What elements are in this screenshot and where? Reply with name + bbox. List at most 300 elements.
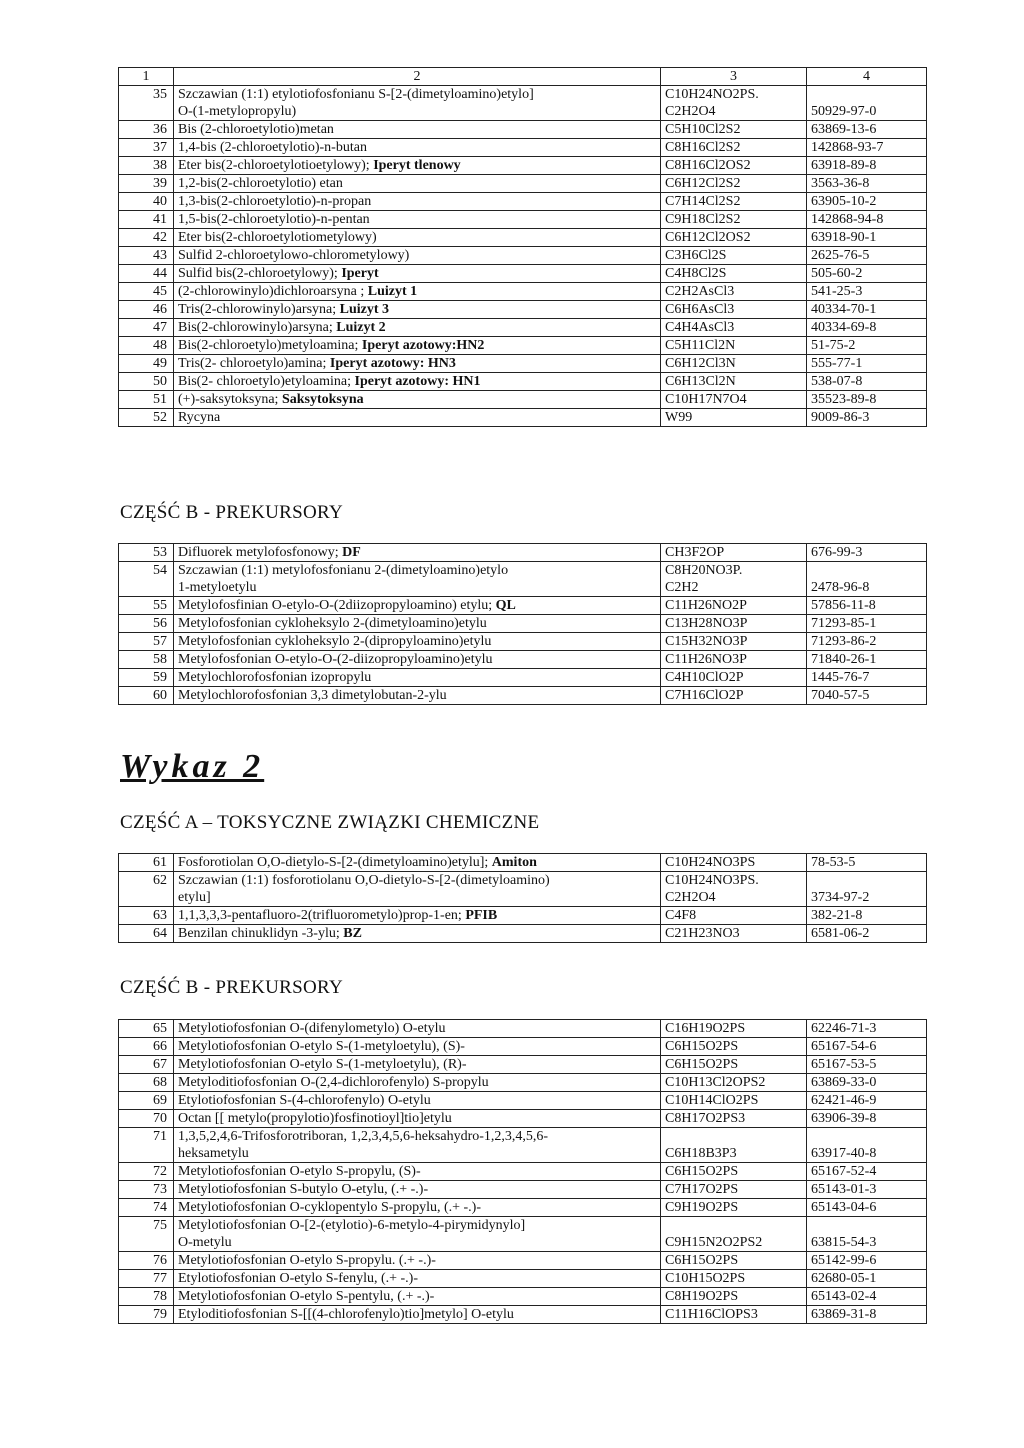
cas-number-cell — [807, 1074, 927, 1092]
table-row — [119, 615, 927, 633]
cas-number-continued: 63917-40-8 — [811, 1146, 877, 1161]
table-row — [119, 1181, 927, 1199]
cas-number-cell — [807, 544, 927, 562]
chemical-name: Bis(2-chloroetylo)metyloamina; — [178, 338, 362, 353]
cas-number-cell — [807, 247, 927, 265]
table-row — [119, 247, 927, 265]
cas-number: 65143-04-6 — [811, 1200, 877, 1215]
formula-cell — [661, 562, 807, 597]
row-number: 40 — [119, 193, 174, 211]
table-row — [119, 1092, 927, 1110]
formula: C7H17O2PS — [665, 1182, 739, 1197]
formula: C10H13Cl2OPS2 — [665, 1075, 766, 1090]
chemical-name-continued: heksametylu — [178, 1146, 249, 1161]
table-row — [119, 669, 927, 687]
row-number: 78 — [119, 1288, 174, 1306]
chemical-name: Metylotiofosfonian O-etylo S-propylu. (.+ -.)- — [178, 1253, 436, 1268]
chemical-name-continued: 1-metyloetylu — [178, 580, 257, 595]
chemical-name-cell — [174, 907, 661, 925]
formula: C6H6AsCl3 — [665, 302, 735, 317]
cas-number: 3563-36-8 — [811, 176, 870, 191]
row-number: 74 — [119, 1199, 174, 1217]
chemical-name-cell — [174, 1181, 661, 1199]
table-row — [119, 337, 927, 355]
formula: C6H13Cl2N — [665, 374, 736, 389]
chemical-name-cell — [174, 1110, 661, 1128]
cas-number: 9009-86-3 — [811, 410, 870, 425]
chemical-name-cell — [174, 1056, 661, 1074]
chemical-name-cell — [174, 1217, 661, 1252]
formula: C7H14Cl2S2 — [665, 194, 741, 209]
chemical-name-cell — [174, 157, 661, 175]
cas-number-continued: 50929-97-0 — [811, 104, 877, 119]
cas-number-cell — [807, 301, 927, 319]
chemical-name: Metylotiofosfonian O-etylo S-(1-metyloetylu), (S)- — [178, 1039, 465, 1054]
row-number: 42 — [119, 229, 174, 247]
cas-number-cell — [807, 615, 927, 633]
cas-number: 63918-90-1 — [811, 230, 877, 245]
chemical-name-cell — [174, 872, 661, 907]
chemical-name-cell — [174, 139, 661, 157]
formula-cell — [661, 1181, 807, 1199]
chemicals-table-3 — [118, 853, 927, 943]
formula-continued: C2H2O4 — [665, 890, 716, 905]
cas-number: 538-07-8 — [811, 374, 863, 389]
chemical-common-name: QL — [495, 598, 516, 613]
formula: C2H2AsCl3 — [665, 284, 735, 299]
formula: C5H10Cl2S2 — [665, 122, 741, 137]
table-row — [119, 391, 927, 409]
cas-number-cell — [807, 687, 927, 705]
row-number: 35 — [119, 86, 174, 121]
cas-number-cell — [807, 86, 927, 121]
row-number: 68 — [119, 1074, 174, 1092]
table-row — [119, 265, 927, 283]
chemical-name-cell — [174, 1270, 661, 1288]
formula-cell — [661, 1306, 807, 1324]
cas-number-cell — [807, 409, 927, 427]
formula: C6H15O2PS — [665, 1164, 739, 1179]
formula: CH3F2OP — [665, 545, 725, 560]
cas-number: 63906-39-8 — [811, 1111, 877, 1126]
chemical-common-name: Iperyt azotowy: HN3 — [329, 356, 456, 371]
row-number: 39 — [119, 175, 174, 193]
row-number: 63 — [119, 907, 174, 925]
table-row — [119, 1038, 927, 1056]
formula: C15H32NO3P — [665, 634, 748, 649]
cas-number: 78-53-5 — [811, 855, 856, 870]
formula-cell — [661, 247, 807, 265]
cas-number-cell — [807, 907, 927, 925]
formula: C11H26NO2P — [665, 598, 747, 613]
cas-number: 65167-54-6 — [811, 1039, 877, 1054]
table-row — [119, 355, 927, 373]
formula: C4F8 — [665, 908, 697, 923]
row-number: 66 — [119, 1038, 174, 1056]
formula: C16H19O2PS — [665, 1021, 746, 1036]
cas-number-cell — [807, 854, 927, 872]
cas-number: 63905-10-2 — [811, 194, 877, 209]
table-row — [119, 1128, 927, 1163]
formula-cell — [661, 615, 807, 633]
chemical-name: Difluorek metylofosfonowy; — [178, 545, 343, 560]
chemical-name-cell — [174, 1306, 661, 1324]
formula-continued: C9H15N2O2PS2 — [665, 1235, 763, 1250]
chemical-name: Metylofosfinian O-etylo-O-(2diizopropyloamino) etylu; — [178, 598, 496, 613]
chemical-name-cell — [174, 925, 661, 943]
row-number: 43 — [119, 247, 174, 265]
table-row — [119, 854, 927, 872]
formula: W99 — [665, 410, 693, 425]
formula: C9H19O2PS — [665, 1200, 739, 1215]
header-col-3: 3 — [661, 68, 807, 86]
chemical-name: (+)-saksytoksyna; — [178, 392, 282, 407]
chemical-name: Metylotiofosfonian S-butylo O-etylu, (.+ -.)- — [178, 1182, 429, 1197]
formula: C8H19O2PS — [665, 1289, 739, 1304]
formula: C5H11Cl2N — [665, 338, 736, 353]
chemical-name: Sulfid bis(2-chloroetylowy); — [178, 266, 342, 281]
chemical-name: Eter bis(2-chloroetylotioetylowy); — [178, 158, 374, 173]
cas-number: 2625-76-5 — [811, 248, 870, 263]
row-number: 69 — [119, 1092, 174, 1110]
chemical-name-cell — [174, 355, 661, 373]
table-row — [119, 86, 927, 121]
cas-number-cell — [807, 1270, 927, 1288]
header-col-4: 4 — [807, 68, 927, 86]
cas-number-cell — [807, 373, 927, 391]
formula-continued: C2H2 — [665, 580, 699, 595]
cas-number-cell — [807, 1110, 927, 1128]
chemical-name-cell — [174, 1074, 661, 1092]
formula: C6H15O2PS — [665, 1039, 739, 1054]
chemical-name: Benzilan chinuklidyn -3-ylu; — [178, 926, 344, 941]
chemical-name: 1,5-bis(2-chloroetylotio)-n-pentan — [178, 212, 370, 227]
formula: C10H24NO2PS. — [665, 87, 759, 102]
chemical-name: Eter bis(2-chloroetylotiometylowy) — [178, 230, 377, 245]
chemical-name: Etylotiofosfonian O-etylo S-fenylu, (.+ -.)- — [178, 1271, 419, 1286]
table-row — [119, 283, 927, 301]
table-row — [119, 633, 927, 651]
table-row — [119, 597, 927, 615]
chemical-common-name: Luizyt 2 — [336, 320, 386, 335]
cas-number-cell — [807, 175, 927, 193]
chemical-name: Szczawian (1:1) metylofosfonianu 2-(dimetyloamino)etylo — [178, 563, 509, 578]
formula: C8H16Cl2OS2 — [665, 158, 751, 173]
formula-cell — [661, 633, 807, 651]
formula-cell — [661, 1038, 807, 1056]
row-number: 79 — [119, 1306, 174, 1324]
table-row — [119, 1217, 927, 1252]
section-heading-prekursory-1: CZĘŚĆ B - PREKURSORY — [120, 502, 343, 523]
chemical-name-cell — [174, 265, 661, 283]
chemical-name-cell — [174, 1163, 661, 1181]
chemical-name-cell — [174, 1038, 661, 1056]
table-row — [119, 1074, 927, 1092]
row-number: 58 — [119, 651, 174, 669]
cas-number: 51-75-2 — [811, 338, 856, 353]
row-number: 60 — [119, 687, 174, 705]
cas-number: 63918-89-8 — [811, 158, 877, 173]
chemical-name-cell — [174, 211, 661, 229]
chemical-common-name: Amiton — [491, 855, 537, 870]
chemical-name: Szczawian (1:1) fosforotiolanu O,O-dietylo-S-[2-(dimetyloamino) — [178, 873, 550, 888]
chemical-name-cell — [174, 373, 661, 391]
formula-cell — [661, 544, 807, 562]
formula-cell — [661, 229, 807, 247]
cas-number-cell — [807, 193, 927, 211]
chemical-name: Metylotiofosfonian O-cyklopentylo S-propylu, (.+ -.)- — [178, 1200, 482, 1215]
cas-number-cell — [807, 157, 927, 175]
chemical-name-cell — [174, 193, 661, 211]
table-row — [119, 193, 927, 211]
header-col-2: 2 — [174, 68, 661, 86]
chemical-name: 1,3-bis(2-chloroetylotio)-n-propan — [178, 194, 372, 209]
table-row — [119, 157, 927, 175]
chemical-name: Metylotiofosfonian O-etylo S-propylu, (S)- — [178, 1164, 421, 1179]
chemical-common-name: Iperyt — [341, 266, 379, 281]
formula: C6H15O2PS — [665, 1057, 739, 1072]
table-row — [119, 872, 927, 907]
chemical-name-cell — [174, 337, 661, 355]
table-row — [119, 1163, 927, 1181]
cas-number-cell — [807, 139, 927, 157]
cas-number: 40334-69-8 — [811, 320, 877, 335]
formula-cell — [661, 1199, 807, 1217]
chemical-common-name: BZ — [343, 926, 362, 941]
table-row — [119, 1270, 927, 1288]
formula-cell — [661, 1056, 807, 1074]
chemical-name: Etylotiofosfonian S-(4-chlorofenylo) O-etylu — [178, 1093, 431, 1108]
cas-number-cell — [807, 1199, 927, 1217]
chemical-common-name: Iperyt azotowy: HN1 — [354, 374, 481, 389]
chemical-name: Etyloditiofosfonian S-[[(4-chlorofenylo)tio]metylo] O-etylu — [178, 1307, 514, 1322]
table-row — [119, 175, 927, 193]
row-number: 49 — [119, 355, 174, 373]
row-number: 73 — [119, 1181, 174, 1199]
cas-number-cell — [807, 633, 927, 651]
formula-cell — [661, 669, 807, 687]
chemical-name: Metylotiofosfonian O-[2-(etylotio)-6-metylo-4-pirymidynylo] — [178, 1218, 526, 1233]
formula-cell — [661, 86, 807, 121]
formula-cell — [661, 373, 807, 391]
chemical-name-cell — [174, 319, 661, 337]
cas-number: 382-21-8 — [811, 908, 863, 923]
row-number: 53 — [119, 544, 174, 562]
formula-cell — [661, 1110, 807, 1128]
cas-number-cell — [807, 597, 927, 615]
chemical-name: Metylotiofosfonian O-etylo S-(1-metyloetylu), (R)- — [178, 1057, 467, 1072]
cas-number: 71293-85-1 — [811, 616, 877, 631]
table-row — [119, 211, 927, 229]
chemical-name: Metylofosfonian cykloheksylo 2-(dipropyloamino)etylu — [178, 634, 492, 649]
formula-cell — [661, 139, 807, 157]
row-number: 65 — [119, 1020, 174, 1038]
chemical-name-cell — [174, 854, 661, 872]
chemical-name: Tris(2-chlorowinylo)arsyna; — [178, 302, 340, 317]
chemical-name-cell — [174, 651, 661, 669]
section-heading-toksyczne: CZĘŚĆ A – TOKSYCZNE ZWIĄZKI CHEMICZNE — [120, 812, 540, 833]
row-number: 36 — [119, 121, 174, 139]
row-number: 62 — [119, 872, 174, 907]
cas-number: 676-99-3 — [811, 545, 863, 560]
formula: C10H24NO3PS. — [665, 873, 759, 888]
cas-number-cell — [807, 669, 927, 687]
row-number: 50 — [119, 373, 174, 391]
formula: C10H17N7O4 — [665, 392, 747, 407]
formula-cell — [661, 391, 807, 409]
chemical-name: Metylofosfonian cykloheksylo 2-(dimetyloamino)etylu — [178, 616, 487, 631]
formula-cell — [661, 1020, 807, 1038]
section-heading-prekursory-2: CZĘŚĆ B - PREKURSORY — [120, 977, 343, 998]
chemical-name-cell — [174, 669, 661, 687]
cas-number-cell — [807, 1020, 927, 1038]
formula-cell — [661, 193, 807, 211]
table-row — [119, 373, 927, 391]
cas-number: 7040-57-5 — [811, 688, 870, 703]
chemical-common-name: PFIB — [465, 908, 498, 923]
formula-cell — [661, 175, 807, 193]
row-number: 72 — [119, 1163, 174, 1181]
formula-cell — [661, 597, 807, 615]
cas-number: 71293-86-2 — [811, 634, 877, 649]
chemical-name-cell — [174, 121, 661, 139]
chemical-name: Sulfid 2-chloroetylowo-chlorometylowy) — [178, 248, 410, 263]
chemical-name: Bis(2- chloroetylo)etyloamina; — [178, 374, 355, 389]
chemical-name: Metylofosfonian O-etylo-O-(2-diizopropyloamino)etylu — [178, 652, 493, 667]
formula-cell — [661, 355, 807, 373]
cas-number-cell — [807, 1128, 927, 1163]
formula: C6H15O2PS — [665, 1253, 739, 1268]
cas-number-cell — [807, 1163, 927, 1181]
formula: C9H18Cl2S2 — [665, 212, 741, 227]
formula: C6H12Cl2OS2 — [665, 230, 751, 245]
formula-cell — [661, 265, 807, 283]
formula-cell — [661, 1217, 807, 1252]
formula: C4H4AsCl3 — [665, 320, 735, 335]
formula: C13H28NO3P — [665, 616, 748, 631]
formula: C11H26NO3P — [665, 652, 747, 667]
chemical-name: Metylotiofosfonian O-(difenylometylo) O-etylu — [178, 1021, 446, 1036]
chemical-name-cell — [174, 409, 661, 427]
cas-number: 57856-11-8 — [811, 598, 876, 613]
chemical-name-cell — [174, 1288, 661, 1306]
row-number: 59 — [119, 669, 174, 687]
chemical-name: 1,3,5,2,4,6-Trifosforotriboran, 1,2,3,4,5,6-heksahydro-1,2,3,4,5,6- — [178, 1129, 549, 1144]
formula: C8H16Cl2S2 — [665, 140, 741, 155]
cas-number: 555-77-1 — [811, 356, 863, 371]
cas-number-cell — [807, 1038, 927, 1056]
chemical-name: Metylotiofosfonian O-etylo S-pentylu, (.+ -.)- — [178, 1289, 435, 1304]
cas-number: 63869-33-0 — [811, 1075, 877, 1090]
row-number: 57 — [119, 633, 174, 651]
table-row — [119, 1020, 927, 1038]
chemical-common-name: Saksytoksyna — [281, 392, 364, 407]
chemical-name: Bis(2-chlorowinylo)arsyna; — [178, 320, 337, 335]
chemical-name-cell — [174, 229, 661, 247]
formula-cell — [661, 157, 807, 175]
cas-number: 541-25-3 — [811, 284, 863, 299]
row-number: 52 — [119, 409, 174, 427]
cas-number: 65142-99-6 — [811, 1253, 877, 1268]
formula-cell — [661, 907, 807, 925]
cas-number-cell — [807, 229, 927, 247]
table-row — [119, 409, 927, 427]
table-row — [119, 544, 927, 562]
cas-number-cell — [807, 211, 927, 229]
row-number: 37 — [119, 139, 174, 157]
chemical-name-cell — [174, 247, 661, 265]
cas-number: 65167-52-4 — [811, 1164, 877, 1179]
formula-cell — [661, 337, 807, 355]
formula-cell — [661, 687, 807, 705]
chemical-name-cell — [174, 283, 661, 301]
cas-number: 65143-02-4 — [811, 1289, 877, 1304]
cas-number-cell — [807, 562, 927, 597]
cas-number: 142868-93-7 — [811, 140, 884, 155]
formula-cell — [661, 1074, 807, 1092]
formula-cell — [661, 283, 807, 301]
chemical-name-cell — [174, 633, 661, 651]
formula-cell — [661, 319, 807, 337]
row-number: 56 — [119, 615, 174, 633]
chemical-name-cell — [174, 615, 661, 633]
cas-number: 62421-46-9 — [811, 1093, 877, 1108]
table-row — [119, 1056, 927, 1074]
cas-number: 40334-70-1 — [811, 302, 877, 317]
cas-number-continued: 3734-97-2 — [811, 890, 870, 905]
row-number: 77 — [119, 1270, 174, 1288]
table-row — [119, 925, 927, 943]
formula: C11H16ClOPS3 — [665, 1307, 758, 1322]
formula: C3H6Cl2S — [665, 248, 727, 263]
cas-number-cell — [807, 1306, 927, 1324]
formula: C6H12Cl3N — [665, 356, 736, 371]
cas-number-cell — [807, 1181, 927, 1199]
formula: C4H8Cl2S — [665, 266, 727, 281]
formula-cell — [661, 854, 807, 872]
row-number: 51 — [119, 391, 174, 409]
cas-number: 35523-89-8 — [811, 392, 877, 407]
formula-cell — [661, 925, 807, 943]
table-row — [119, 907, 927, 925]
chemical-common-name: Iperyt tlenowy — [373, 158, 461, 173]
formula-continued: C6H18B3P3 — [665, 1146, 737, 1161]
cas-number-cell — [807, 1092, 927, 1110]
cas-number-cell — [807, 1288, 927, 1306]
chemical-name: (2-chlorowinylo)dichloroarsyna ; — [178, 284, 368, 299]
table-row — [119, 687, 927, 705]
row-number: 70 — [119, 1110, 174, 1128]
formula: C6H12Cl2S2 — [665, 176, 741, 191]
cas-number: 505-60-2 — [811, 266, 863, 281]
row-number: 38 — [119, 157, 174, 175]
formula-cell — [661, 211, 807, 229]
cas-number-cell — [807, 1217, 927, 1252]
chemical-name: Rycyna — [178, 410, 221, 425]
formula-cell — [661, 121, 807, 139]
formula: C10H24NO3PS — [665, 855, 756, 870]
chemical-name-continued: etylu] — [178, 890, 211, 905]
formula: C4H10ClO2P — [665, 670, 744, 685]
chemicals-table-1 — [118, 67, 927, 427]
chemical-name-cell — [174, 391, 661, 409]
cas-number: 71840-26-1 — [811, 652, 877, 667]
chemical-name-cell — [174, 687, 661, 705]
chemical-name-cell — [174, 1199, 661, 1217]
chemical-name: Metyloditiofosfonian O-(2,4-dichlorofenylo) S-propylu — [178, 1075, 489, 1090]
chemical-common-name: Luizyt 1 — [367, 284, 418, 299]
formula: C10H15O2PS — [665, 1271, 746, 1286]
